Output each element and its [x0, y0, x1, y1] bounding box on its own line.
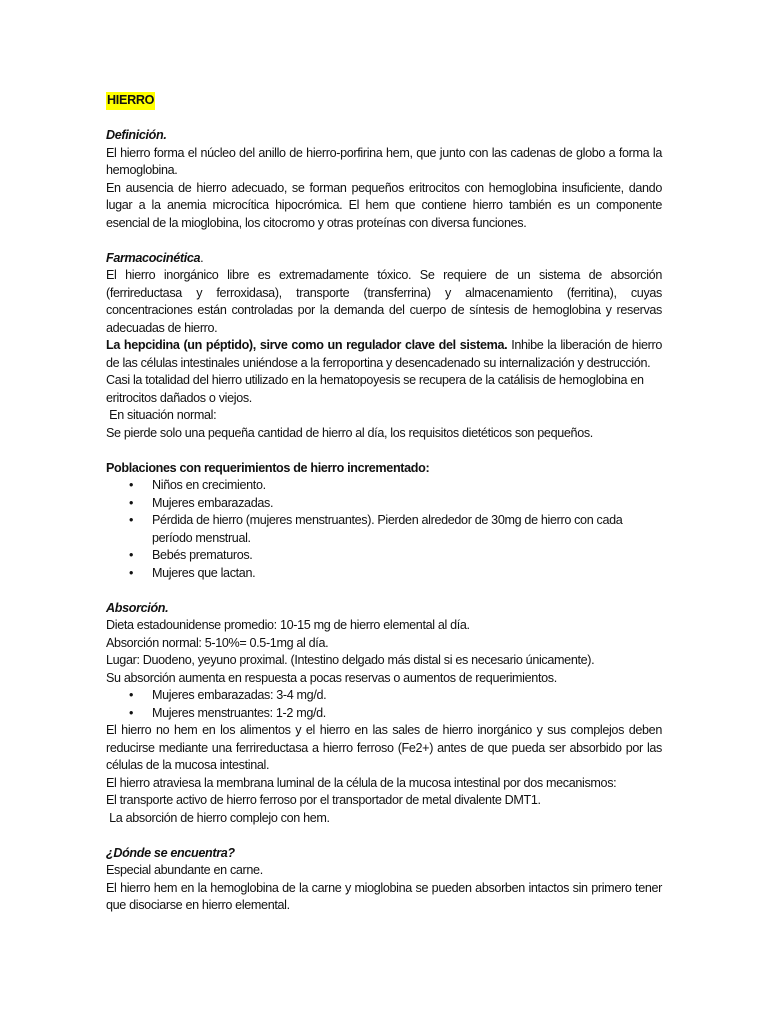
poblaciones-heading: Poblaciones con requerimientos de hierro incrementado:: [106, 460, 430, 475]
farmacocinetica-heading: Farmacocinética: [106, 250, 201, 265]
farmacocinetica-paragraph-5: Se pierde solo una pequeña cantidad de hierro al día, los requisitos dietéticos son pequeños.: [106, 425, 593, 440]
farmacocinetica-paragraph-2: [106, 337, 662, 372]
farmacocinetica-paragraph-3: Casi la totalidad del hierro utilizado en la hematopoyesis se recupera de la catálisis de hemoglobina en eritrocitos dañados o viejos.: [106, 373, 644, 405]
absorcion-line-3: Lugar: Duodeno, yeyuno proximal. (Intestino delgado más distal si es necesario únicamente).: [106, 653, 595, 667]
section-definicion: [106, 127, 662, 232]
bullet-icon: •: [129, 548, 134, 562]
list-item: • Niños en crecimiento.: [106, 477, 662, 495]
absorcion-line-7: El transporte activo de hierro ferroso por el transportador de metal divalente DMT1.: [106, 793, 541, 807]
bullet-icon: •: [129, 565, 134, 580]
bullet-icon: •: [129, 478, 134, 492]
list-item: • Pérdida de hierro (mujeres menstruantes). Pierden alrededor de 30mg de hierro con cada período menstrual.: [129, 513, 623, 545]
donde-heading: ¿Dónde se encuentra?: [106, 845, 235, 860]
absorcion-line-2: Absorción normal: 5-10%= 0.5-1mg al día.: [106, 635, 329, 650]
poblaciones-list: [106, 477, 662, 582]
absorcion-heading: Absorción.: [106, 600, 169, 615]
donde-paragraph-2: El hierro hem en la hemoglobina de la carne y mioglobina se pueden absorben intactos sin primero tener que disociarse en hierro elemental.: [106, 880, 662, 912]
list-item: • Mujeres menstruantes: 1-2 mg/d.: [106, 705, 662, 723]
absorcion-line-1: Dieta estadounidense promedio: 10-15 mg de hierro elemental al día.: [106, 618, 470, 632]
section-donde: [106, 845, 662, 915]
hepcidina-detail: Inhibe la liberación de hierro de las células intestinales uniéndose a la ferroportina y desencadenado su internalización y destrucción.: [106, 338, 662, 370]
absorcion-line-4: Su absorción aumenta en respuesta a pocas reservas o aumentos de requerimientos.: [106, 670, 557, 685]
list-item: • Mujeres que lactan.: [106, 565, 662, 583]
section-poblaciones: [106, 460, 662, 583]
list-item: • Mujeres embarazadas.: [106, 495, 662, 513]
bullet-icon: •: [129, 495, 134, 510]
farmacocinetica-paragraph-1: El hierro inorgánico libre es extremadamente tóxico. Se requiere de un sistema de absorción (ferrireductasa y ferroxidasa), transporte (transferrina) y almacenamiento (ferritina), cuyas concentraciones están controladas por la demanda del cuerpo de síntesis de hemoglobina y reservas adecuadas de hierro.: [106, 268, 662, 335]
list-item: • Bebés prematuros.: [106, 547, 662, 565]
donde-line-1: Especial abundante en carne.: [106, 863, 263, 877]
definicion-paragraph-2: En ausencia de hierro adecuado, se forman pequeños eritrocitos con hemoglobina insuficiente, dando lugar a la anemia microcítica hipocrómica. El hem que contiene hierro también es un componente esencial de la mioglobina, los citocromo y otras proteínas con diversa funciones.: [106, 180, 662, 230]
bullet-icon: •: [129, 513, 134, 527]
farmacocinetica-paragraph-4: En situación normal:: [106, 408, 217, 422]
farmacocinetica-heading-line: [106, 250, 662, 268]
definicion-paragraph-1: El hierro forma el núcleo del anillo de hierro-porfirina hem, que junto con las cadenas de globo a forma la hemoglobina.: [106, 145, 662, 177]
absorcion-line-8: La absorción de hierro complejo con hem.: [106, 810, 330, 825]
absorcion-list: [106, 687, 662, 722]
section-farmacocinetica: [106, 250, 662, 443]
absorcion-paragraph-5: El hierro no hem en los alimentos y el hierro en las sales de hierro inorgánico y sus complejos deben reducirse mediante una ferrireductasa a hierro ferroso (Fe2+) antes de que pueda ser absorbido por las células de la mucosa intestinal.: [106, 723, 662, 772]
farmacocinetica-heading-dot: .: [200, 250, 204, 265]
definicion-heading: Definición.: [106, 128, 167, 142]
absorcion-line-6: El hierro atraviesa la membrana luminal de la célula de la mucosa intestinal por dos mecanismos:: [106, 775, 617, 790]
bullet-icon: •: [129, 705, 134, 720]
hepcidina-statement: La hepcidina (un péptido), sirve como un regulador clave del sistema.: [106, 338, 508, 352]
list-item: • Mujeres embarazadas: 3-4 mg/d.: [106, 687, 662, 705]
section-absorcion: [106, 600, 662, 828]
document-title: HIERRO: [106, 92, 155, 110]
bullet-icon: •: [129, 688, 134, 702]
